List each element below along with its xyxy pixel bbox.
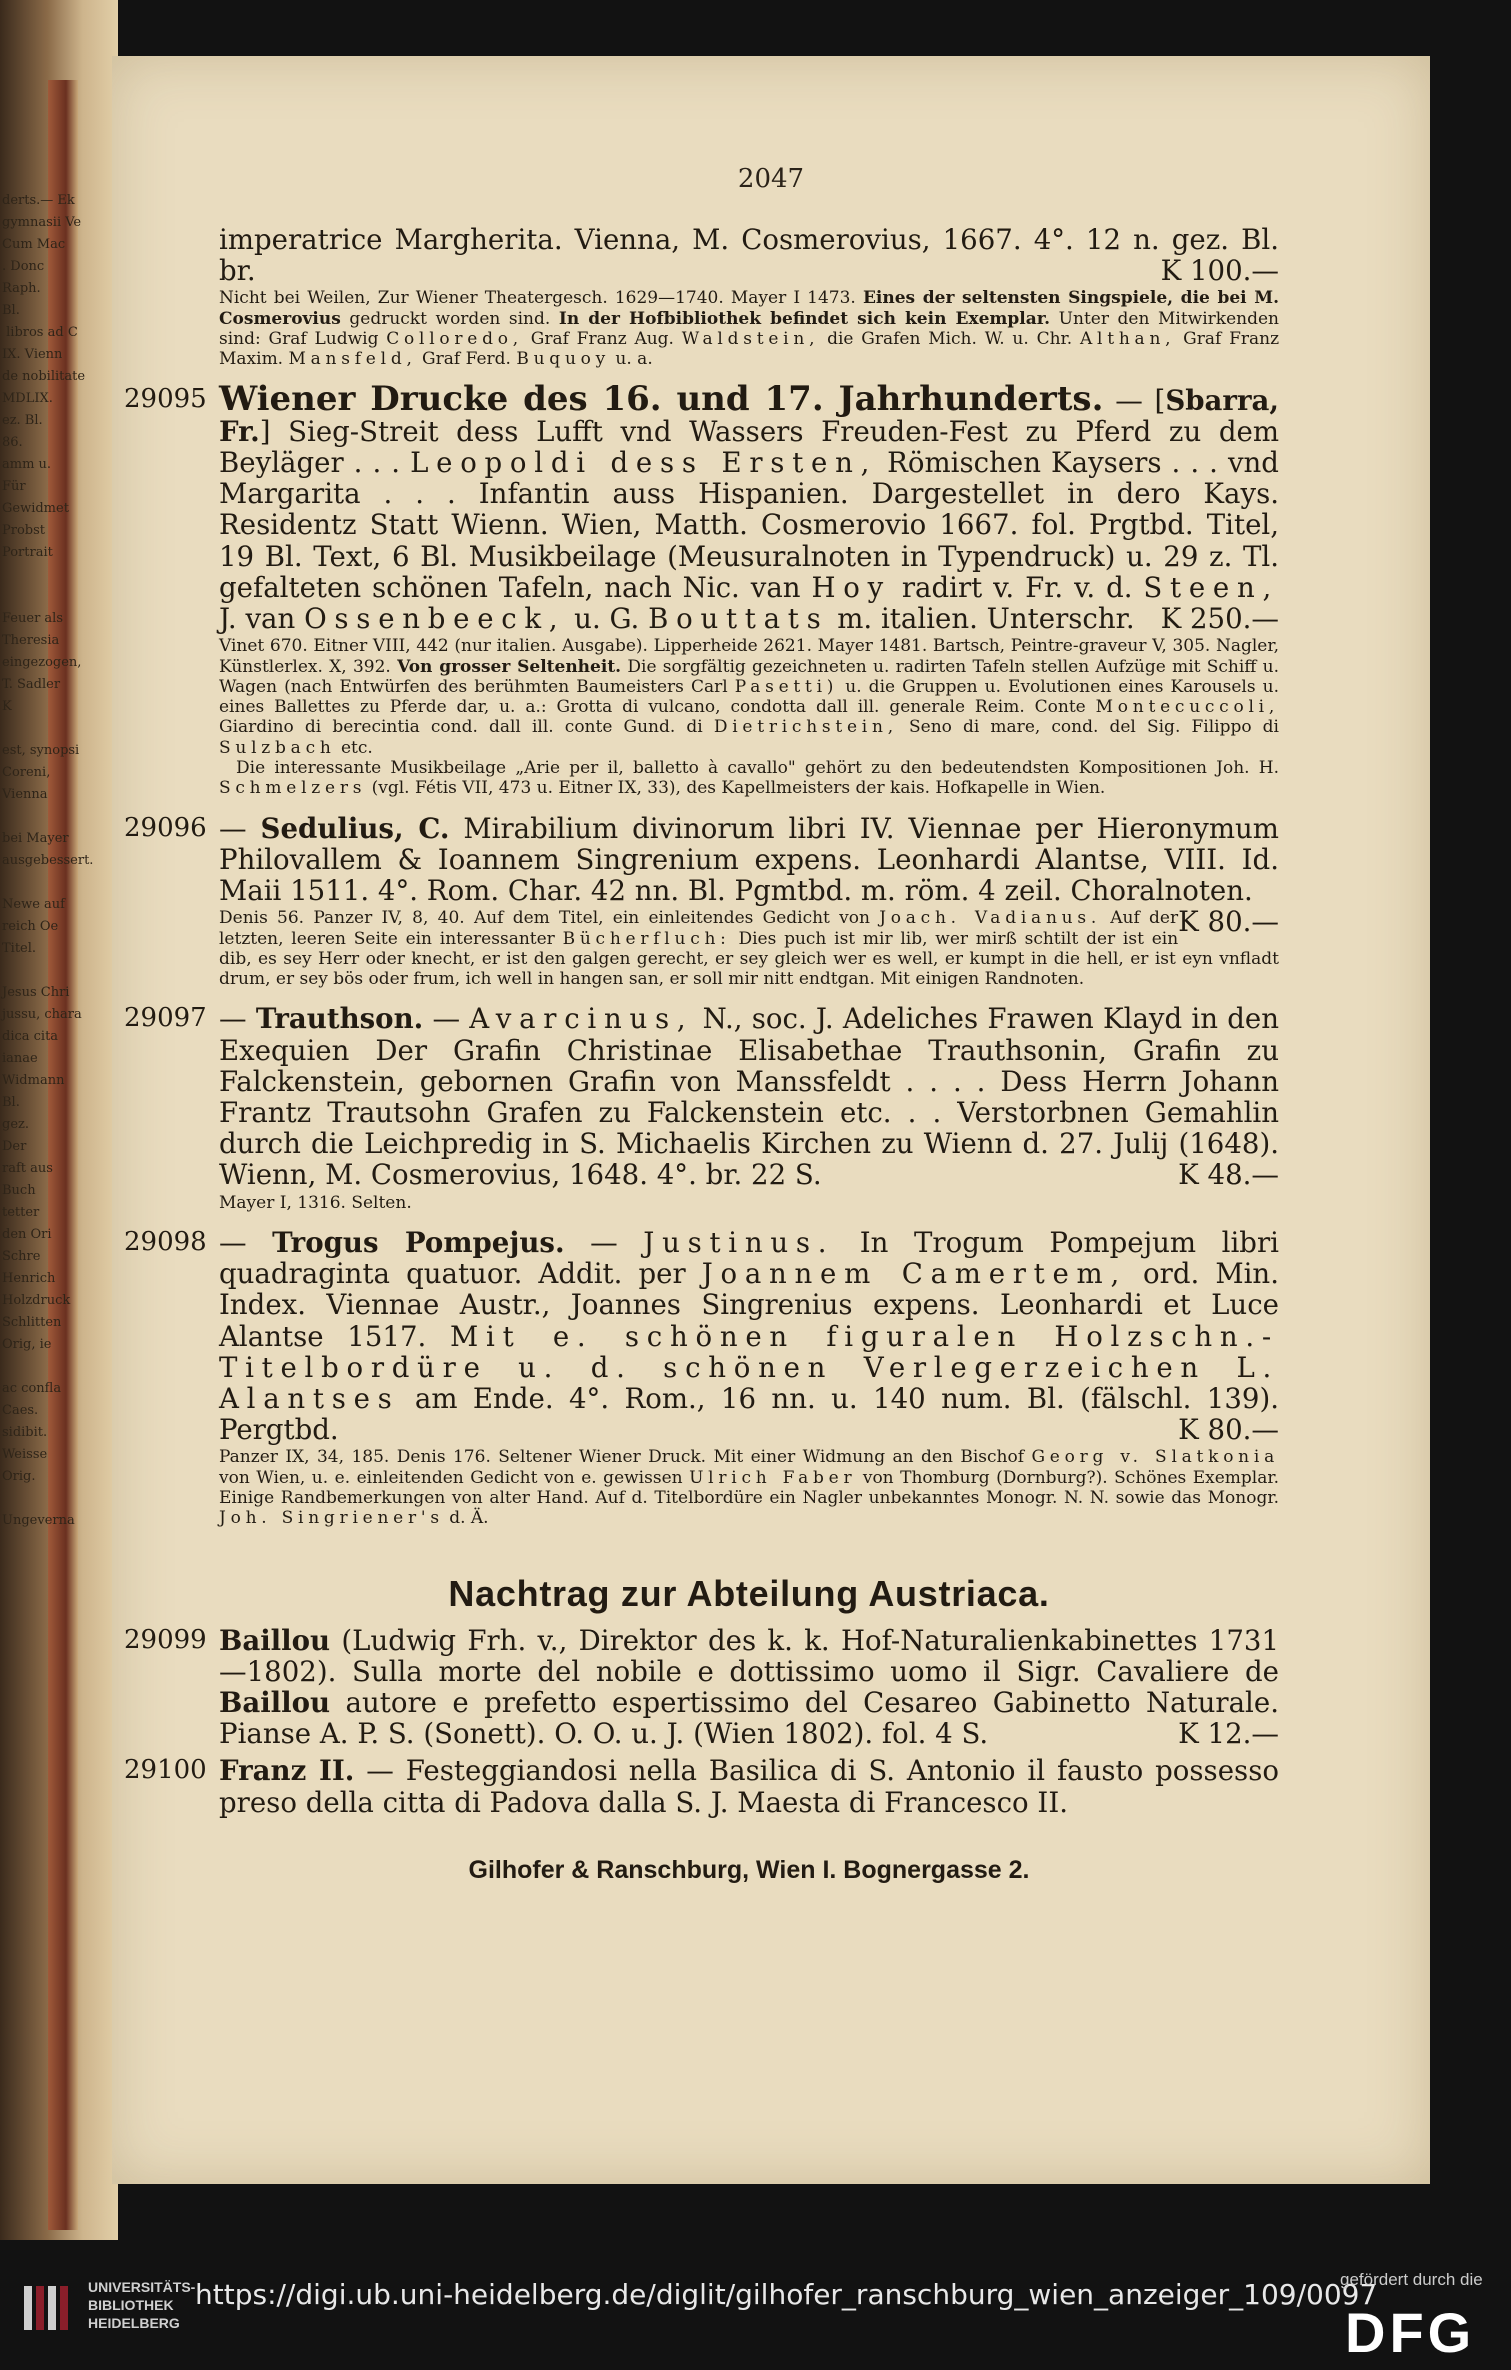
price: K 100.— — [1160, 254, 1279, 288]
entry-29095: 29095 Wiener Drucke des 16. und 17. Jahrhunderts. — [Sbarra, Fr.] Sieg-Streit dess Lufft vnd Wassers Freuden-Fest zu Pferd zu dem Beyläger . . . Leopoldi dess Ersten, Römischen Kaysers . . . vnd Margarita . . . Infantin auss Hispanien. Dargestellet in dero Kays. Residentz Statt Wienn. Wien, Matth. Cosmerovio 1667. fol. Prgtbd. Titel, 19 Bl. Text, 6 Bl. Musikbeilage (Meusuralnoten in Typendruck) u. 29 z. Tl. gefalteten schönen Tafeln, nach Nic. van Hoy radirt v. Fr. v. d. Steen, J. van Ossenbeeck, u. G. Bouttats m. italien. Unterschr. K 250.— Vinet 670. Eitner VIII, 442 (nur italien. Ausgabe). Lipperheide 2621. Mayer 1481. Bartsch, Peintre-graveur V, 305. Nagler, Künstlerlex. X, 392. Von grosser Seltenheit. Die sorgfältig gezeichneten u. radirten Tafeln stellen Aufzüge mit Schiff u. Wagen (nach Entwürfen des berühmten Baumeisters Carl Pasetti) u. die Gruppen u. Evolutionen eines Karousels u. eines Ballettes zu Pferde dar, u. a.: Grotta di vulcano, condotta dall ill. generale Reim. Conte Montecuccoli, Giardino di berecintia cond. dall ill. conte Gund. di Dietrichstein, Seno di mare, cond. del Sig. Filippo di Sulzbach etc. Die interessante Musikbeilage „Arie per il, balletto à cavallo" gehört zu den bedeutendsten Kompositionen Joh. H. Schmelzers (vgl. Fétis VII, 473 u. Eitner IX, 33), des Kapellmeisters der kais. Hofkapelle in Wien. — [124, 378, 1280, 799]
price: K 12.— — [1178, 1717, 1279, 1751]
entry-number: 29096 — [124, 812, 207, 843]
entry-29098: 29098 — Trogus Pompejus. — Justinus. In Trogum Pompejum libri quadraginta quatuor. Addit. per Joannem Camertem, ord. Min. Index. Viennae Austr., Joannes Singrenius expens. Leonhardi et Luce Alantse 1517. Mit e. schönen figuralen Holzschn.- Titelbordüre u. d. schönen Verlegerzeichen L. Alantses am Ende. 4°. Rom., 16 nn. u. 140 num. Bl. (fälschl. 139). Pergtbd. K 80.— Panzer IX, 34, 185. Denis 176. Seltener Wiener Druck. Mit einer Widmung an den Bischof Georg v. Slatkonia von Wien, u. e. einleitenden Gedicht von e. gewissen Ulrich Faber von Thomburg (Dornburg?). Schönes Exemplar. Einige Randbemerkungen von alter Hand. Auf d. Titelbordüre ein Nagler unbekanntes Monogr. N. N. sowie das Monogr. Joh. Singriener's d. Ä. — [124, 1225, 1280, 1529]
page-body — [124, 223, 1280, 1885]
entry-note: Panzer IX, 34, 185. Denis 176. Seltener Wiener Druck. Mit einer Widmung an den Bischof Georg v. Slatkonia von Wien, u. e. einleitenden Gedicht von e. gewissen Ulrich Faber von Thomburg (Dornburg?). Schönes Exemplar. Einige Randbemerkungen von alter Hand. Auf d. Titelbordüre ein Nagler unbekanntes Monogr. N. N. sowie das Monogr. Joh. Singriener's d. Ä. — [219, 1447, 1280, 1529]
entry-29099: 29099 Baillou (Ludwig Frh. v., Direktor des k. k. Hof-Naturalienkabinettes 1731—1802). Sulla morte del nobile e dottissimo uomo il Sigr. Cavaliere de Baillou autore e prefetto espertissimo del Cesareo Gabinetto Naturale. Pianse A. P. S. (Sonett). O. O. u. J. (Wien 1802). fol. 4 S. K 12.— — [124, 1623, 1279, 1751]
price: K 250.— — [1160, 602, 1279, 636]
entry-number: 29095 — [124, 383, 207, 414]
entry-note: Vinet 670. Eitner VIII, 442 (nur italien. Ausgabe). Lipperheide 2621. Mayer 1481. Bartsch, Peintre-graveur V, 305. Nagler, Künstlerlex. X, 392. Von grosser Seltenheit. Die sorgfältig gezeichneten u. radirten Tafeln stellen Aufzüge mit Schiff u. Wagen (nach Entwürfen des berühmten Baumeisters Carl Pasetti) u. die Gruppen u. Evolutionen eines Karousels u. eines Ballettes zu Pferde dar, u. a.: Grotta di vulcano, condotta dall ill. generale Reim. Conte Montecuccoli, Giardino di berecintia cond. dall ill. conte Gund. di Dietrichstein, Seno di mare, cond. del Sig. Filippo di Sulzbach etc. Die interessante Musikbeilage „Arie per il, balletto à cavallo" gehört zu den bedeutendsten Kompositionen Joh. H. Schmelzers (vgl. Fétis VII, 473 u. Eitner IX, 33), des Kapellmeisters der kais. Hofkapelle in Wien. — [219, 636, 1280, 799]
entry-number: 29097 — [124, 1003, 207, 1034]
university-library-logo-icon — [20, 2278, 80, 2338]
entry-note: Denis 56. Panzer IV, 8, 40. Auf dem Titel, ein einleitendes Gedicht von Joach. Vadianus. Auf der letzten, leeren Seite ein interessanter Bücherfluch: Dies puch ist mir lib, wer mirß schtilt der ist ein dib, es sey Herr oder knecht, er ist den galgen gerecht, er sey gleich wer es well, er kumpt in die hell, er ist eyn vnfladt drum, er sey bös oder frum, ich well in hangen san, er soll mir nitt endtgan. Mit einigen Randnoten. — [219, 908, 1279, 990]
dfg-logo: DFG — [1345, 2301, 1476, 2364]
entry-29100: 29100 Franz II. — Festeggiandosi nella Basilica di S. Antonio il fausto possesso preso della citta di Padova dalla S. J. Maesta di Francesco II. — [124, 1754, 1279, 1819]
funding-note: gefördert durch die — [1340, 2270, 1483, 2289]
entry-note: Mayer I, 1316. Selten. — [219, 1192, 412, 1213]
entry-29096: 29096 — Sedulius, C. Mirabilium divinorum libri IV. Viennae per Hieronymum Philovallem & Ioannem Singrenium expens. Leonhardi Alantse, VIII. Id. Maii 1511. 4°. Rom. Char. 42 nn. Bl. Pgmtbd. m. röm. 4 zeil. Choralnoten. K 80.— Denis 56. Panzer IV, 8, 40. Auf dem Titel, ein einleitendes Gedicht von Joach. Vadianus. Auf der letzten, leeren Seite ein interessanter Bücherfluch: Dies puch ist mir lib, wer mirß schtilt der ist ein dib, es sey Herr oder knecht, er ist den galgen gerecht, er sey gleich wer es well, er kumpt in die hell, er ist eyn vnfladt drum, er sey bös oder frum, ich well in hangen san, er soll mir nitt endtgan. Mit einigen Randnoten. — [124, 811, 1279, 990]
entry-continued: imperatrice Margherita. Vienna, M. Cosmerovius, 1667. 4°. 12 n. gez. Bl. br. K 100.— Nicht bei Weilen, Zur Wiener Theatergesch. 1629—1740. Mayer I 1473. Eines der seltensten Singspiele, die bei M. Cosmerovius gedruckt worden sind. In der Hofbibliothek befindet sich kein Exemplar. Unter den Mitwirkenden sind: Graf Ludwig Colloredo, Graf Franz Aug. Waldstein, die Grafen Mich. W. u. Chr. Althan, Graf Franz Maxim. Mansfeld, Graf Ferd. Buquoy u. a. — [219, 223, 1280, 370]
page-number: 2047 — [737, 164, 805, 194]
university-library-name: UNIVERSITÄTS- BIBLIOTHEK HEIDELBERG — [88, 2279, 196, 2331]
price: K 80.— — [1178, 1413, 1279, 1447]
document-page — [112, 56, 1430, 2184]
entry-note: Nicht bei Weilen, Zur Wiener Theatergesch. 1629—1740. Mayer I 1473. Eines der seltensten Singspiele, die bei M. Cosmerovius gedruckt worden sind. In der Hofbibliothek befindet sich kein Exemplar. Unter den Mitwirkenden sind: Graf Ludwig Colloredo, Graf Franz Aug. Waldstein, die Grafen Mich. W. u. Chr. Althan, Graf Franz Maxim. Mansfeld, Graf Ferd. Buquoy u. a. — [219, 288, 1280, 370]
permalink-url[interactable]: https://digi.ub.uni-heidelberg.de/diglit/gilhofer_ranschburg_wien_anzeiger_109/0097 — [195, 2278, 1378, 2311]
entry-29097: 29097 — Trauthson. — Avarcinus, N., soc. J. Adeliches Frawen Klayd in den Exequien Der Grafin Christinae Elisabethae Trauthsonin, Grafin zu Falckenstein, gebornen Grafin von Manssfeldt . . . . Dess Herrn Johann Frantz Trautsohn Grafen zu Falckenstein etc. . . Verstorbnen Gemahlin durch die Leichpredig in S. Michaelis Kirchen zu Wienn d. 27. Julij (1648). Wienn, M. Cosmerovius, 1648. 4°. br. 22 S. K 48.— Mayer I, 1316. Selten. — [124, 1002, 1279, 1213]
adjacent-page-text: derts.— Ek gymnasii Ve Cum Mac . Donc Raph. Bl. libros ad C IX. Vienn de nobilitate MDLIX. ez. Bl. 86. amm u. Für Gewidmet Probst Portrait Feuer als Theresia eingezogen, T. Sadler K est, synopsi Coreni, Vienna bei Mayer ausgebessert. Newe auf reich Oe Titel. Jesus Chri jussu, chara dica cita ianae Widmann Bl. gez. Der raft aus Buch tetter den Ori Schre Henrich Holzdruck Schlitten Orig, ie ac confla Caes. sidibit. Weisse Orig. Ungeverna — [2, 193, 94, 1528]
entry-number: 29098 — [124, 1226, 207, 1257]
entry-number: 29100 — [124, 1755, 207, 1786]
section-heading: Wiener Drucke des 16. und 17. Jahrhunderts. — [219, 378, 1104, 419]
entry-number: 29099 — [124, 1624, 207, 1655]
price: K 48.— — [1178, 1158, 1279, 1192]
publisher-footer: Gilhofer & Ranschburg, Wien I. Bognergasse 2. — [468, 1855, 1030, 1884]
price: K 80.— — [1178, 905, 1279, 939]
section-title: Nachtrag zur Abteilung Austriaca. — [448, 1572, 1050, 1614]
